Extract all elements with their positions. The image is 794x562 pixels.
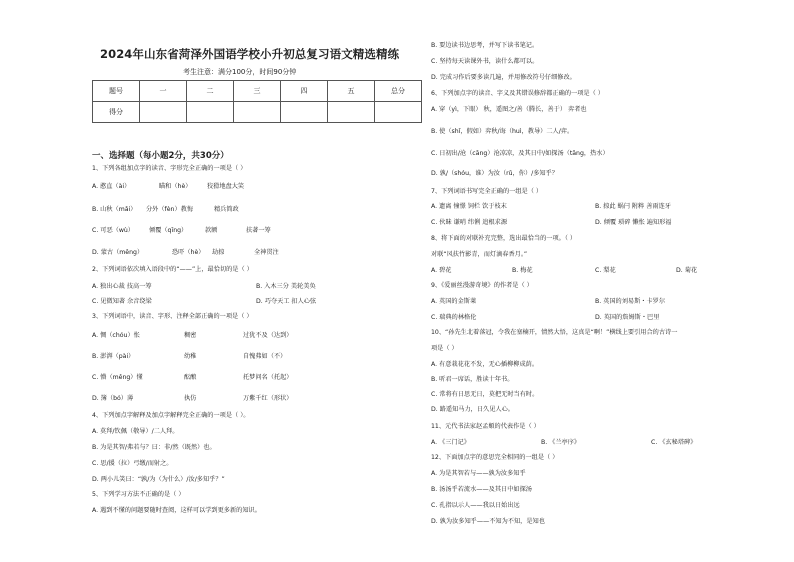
option-4c: C. 思/援（拉）弓缴/而射之。: [92, 460, 173, 467]
option-1c-word: 倾覆（qīng）: [149, 227, 188, 234]
question-8-stem: 对联“风扶竹影青，而灯滴春香月。”: [431, 251, 528, 258]
option-10b: B. 听君一席话，胜读十年书。: [431, 376, 514, 383]
option-12a: A. 为是其智若与——孰为汝多知乎: [431, 470, 526, 477]
option-11c: C. 《玄秘塔碑》: [651, 439, 697, 446]
option-1d-word: 全神贯注: [254, 249, 279, 256]
option-5d: D. 完成习作后要多读几遍，并用修改符号仔细修改。: [431, 74, 576, 81]
option-6c: C. 日初出/沧（cāng）沧凉凉，及其日中/如探汤（tāng，热水）: [431, 150, 609, 157]
page-title: 2024年山东省菏泽外国语学校小升初总复习语文精选精练: [100, 47, 400, 61]
option-8d: D. 菊花: [676, 267, 698, 274]
option-3c-word: 酝酿: [184, 374, 197, 381]
option-8c: C. 梨花: [595, 267, 616, 274]
option-9d: D. 英国的詹姆斯・巴里: [595, 314, 660, 321]
option-3c: C. 懵（měng）懂: [92, 374, 143, 381]
score-cell[interactable]: [328, 102, 375, 123]
option-8b: B. 梅花: [512, 267, 533, 274]
option-3d-word: 万紫千红（形状）: [243, 395, 293, 402]
option-3d-word: 执仿: [184, 395, 197, 402]
question-1: 1、下列各组加点字的读音、字形完全正确的一项是（ ）: [92, 165, 247, 172]
option-3a-word: 过犹不及（达到）: [243, 332, 293, 339]
option-2c: C. 见微知著 余音绕梁: [92, 298, 152, 305]
option-1c-word: 扶著一筹: [246, 227, 271, 234]
option-1b-word: 分外（fèn）教悔: [146, 206, 194, 213]
option-12d: D. 孰为汝多知乎——不知为不知，是知也: [431, 518, 545, 525]
option-7b: B. 掠此 蜗闩 附粹 善雨连牙: [595, 203, 671, 210]
option-2b: B. 入木三分 美轮美奂: [256, 283, 316, 290]
option-7d: D. 倾覆 琐碎 懒怅 遍知形福: [595, 219, 672, 226]
score-table: [92, 80, 422, 123]
option-1b: B. 山秋（mǎi）: [92, 206, 137, 213]
question-11: 11、元代书法家赵孟頫的代表作是（ ）: [431, 423, 540, 430]
option-4a: A. 莫拜/钦佩（敬导）/二人拜。: [92, 428, 179, 435]
option-12b: B. 汤汤乎若流水——及其日中如探汤: [431, 486, 532, 493]
option-5c: C. 坚持每天读课外书，读什么都可以。: [431, 58, 539, 65]
score-head-cell: 五: [328, 81, 375, 102]
score-cell[interactable]: [375, 102, 422, 123]
option-3d: D. 簿（bó）薄: [92, 395, 134, 402]
option-7c: C. 伙昧 谦哨 纬俐 追根求源: [431, 219, 508, 226]
option-1b-word: 精兵简政: [214, 206, 239, 213]
option-3c-word: 托梦问名（托起）: [243, 374, 293, 381]
option-6b: B. 使（shǐ，假如）弈秋/诲（huì，教导）二人/弈。: [431, 128, 574, 135]
score-table-header-row: [93, 81, 422, 102]
question-4: 4、下列加点字解释及加点字解释完全正确的一项是（ ）。: [92, 412, 250, 419]
question-5: 5、下列学习方法不正确的是（ ）: [92, 491, 185, 498]
exam-notice: 考生注意：满分100分，时间90分钟: [183, 68, 297, 76]
question-10-cont: 项是（ ）: [431, 345, 458, 352]
option-10a: A. 有意栽花花不发，无心插柳柳成荫。: [431, 361, 539, 368]
option-5a: A. 遇到不懂的问题要随时查阅，这样可以学到更多新的知识。: [92, 507, 261, 514]
option-1a: A. 憨直（ài）: [92, 183, 131, 190]
option-1d-word: 劫掠: [212, 249, 225, 256]
option-10d: D. 路遥知马力，日久见人心。: [431, 406, 514, 413]
question-10: 10、“孙先生北着落冠，令我在塞楠开，情然大悟，这真是“啊！”横线上要引用合的古诗一: [431, 329, 678, 336]
score-cell[interactable]: [140, 102, 187, 123]
score-row-label: 得分: [93, 102, 140, 123]
score-table-score-row: [93, 102, 422, 123]
option-6d: D. 孰/（shóu，谁）为汝（rǔ，你）/多知乎？: [431, 170, 558, 177]
option-12c: C. 孔指以示人——我以日始出远: [431, 502, 520, 509]
option-11a: A. 《三门记》: [431, 439, 470, 446]
option-6a: A. 穿（yì，下眼） 秋，遥图之/善（腾长，善于） 弈者也: [431, 106, 587, 113]
option-9b: B. 英国的刘易斯・卡罗尔: [595, 298, 666, 305]
score-head-cell: 四: [281, 81, 328, 102]
score-head-cell: 三: [234, 81, 281, 102]
score-cell[interactable]: [187, 102, 234, 123]
score-head-cell: 题号: [93, 81, 140, 102]
score-cell[interactable]: [281, 102, 328, 123]
option-3a-word: 稠密: [184, 332, 197, 339]
option-2d: D. 巧夺天工 扣人心弦: [256, 298, 317, 305]
option-2a: A. 独出心裁 技高一筹: [92, 283, 152, 290]
score-head-cell: 一: [140, 81, 187, 102]
score-head-cell: 二: [187, 81, 234, 102]
option-4b: B. 为是其智/弗若与？曰：非/然（既然）也。: [92, 444, 216, 451]
section-title: 一、选择题（每小题2分，共30分）: [92, 151, 229, 161]
option-8a: A. 碧花: [431, 267, 452, 274]
question-9: 9、《爱丽丝漫游奇境》的作者是（ ）: [431, 282, 533, 289]
option-3a: A. 惆（chóu）怅: [92, 332, 140, 339]
score-cell[interactable]: [234, 102, 281, 123]
option-3b-word: 自愧弗如（不）: [243, 353, 287, 360]
question-2: 2、下列词语依次填入语段中的“——”上，最恰切的是（ ）: [92, 266, 253, 273]
option-3b-word: 幼稚: [184, 353, 197, 360]
option-3b: B. 澎湃（pài）: [92, 353, 135, 360]
option-9c: C. 瑞典的林格伦: [431, 314, 477, 321]
option-1c-word: 款额: [205, 227, 218, 234]
option-1a-word: 狡猾地盘大笑: [207, 183, 245, 190]
option-11b: B. 《兰亭序》: [541, 439, 581, 446]
question-12: 12、下面加点字的意思完全相同的一组是（ ）: [431, 454, 559, 461]
option-7a: A. 遗离 憧憬 饲栏 饮于枝末: [431, 203, 507, 210]
score-head-cell: 总分: [375, 81, 422, 102]
question-6: 6、下列加点字的读音、字义及其错误修辞都正确的一项是（ ）: [431, 90, 604, 97]
option-5b: B. 要边读书边思考，并写下读书笔记。: [431, 42, 539, 49]
option-1d-word: 恐吓（hè）: [172, 249, 205, 256]
option-1c: C. 可恶（wù）: [92, 227, 134, 234]
option-10c: C. 常将有日思无日，莫把无时当有时。: [431, 391, 539, 398]
option-1d: D. 蒙古（měng）: [92, 249, 144, 256]
question-3: 3、下列词语中，读音、字形、注释全部正确的一项是（ ）: [92, 313, 253, 320]
question-7: 7、下列词语书写完全正确的一组是（ ）: [431, 188, 543, 195]
option-4d: D. 两小儿笑曰：“孰/为（为什么）/汝/多知乎？”: [92, 476, 225, 483]
option-1a-word: 瞄和（hè）: [159, 183, 192, 190]
question-8: 8、将下面的对联补充完整，选出最恰当的一项。（ ）: [431, 235, 577, 242]
option-9a: A. 英国的金斯莱: [431, 298, 477, 305]
